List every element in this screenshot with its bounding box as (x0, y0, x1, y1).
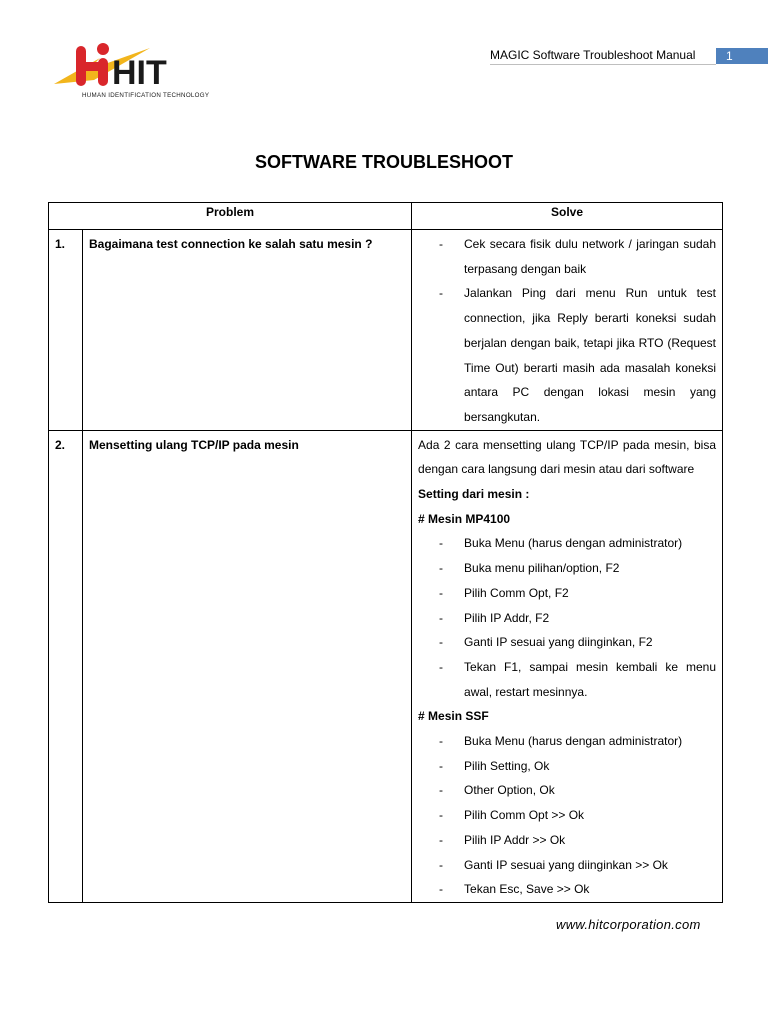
bullet-text: Buka Menu (harus dengan administrator) (464, 734, 683, 749)
list-item: - Pilih Comm Opt >> Ok (418, 803, 716, 828)
bullet-text: Ganti IP sesuai yang diinginkan, F2 (464, 635, 653, 650)
row-number: 2. (49, 430, 83, 902)
row-number: 1. (49, 230, 83, 431)
solve-cell (412, 430, 723, 902)
bullet-text: Pilih IP Addr, F2 (464, 610, 550, 625)
list-item: - Pilih Comm Opt, F2 (418, 581, 716, 606)
table-row (49, 430, 723, 902)
list-item: - Other Option, Ok (418, 778, 716, 803)
hit-logo (54, 40, 214, 102)
list-item: - Pilih IP Addr, F2 (418, 606, 716, 631)
bullet-text: Pilih Comm Opt, F2 (464, 585, 569, 600)
bullet-text: Jalankan Ping dari menu Run untuk test connection, jika Reply berarti koneksi sudah berjalan dengan baik, tetapi jika RTO (Request Time Out) berarti masih ada masalah koneksi antara PC dengan lokasi mesin yang bersangkutan. (464, 286, 717, 424)
list-item: - Buka Menu (harus dengan administrator) (418, 531, 716, 556)
bullet-text: Other Option, Ok (464, 783, 555, 798)
list-item: - Buka Menu (harus dengan administrator) (418, 729, 716, 754)
document-title: SOFTWARE TROUBLESHOOT (255, 152, 513, 172)
header-solve: Solve (412, 203, 723, 230)
bullet-text: Tekan Esc, Save >> Ok (464, 882, 590, 897)
list-item: - Ganti IP sesuai yang diinginkan >> Ok (418, 853, 716, 878)
header-rule (490, 64, 716, 65)
bullet-text: Tekan F1, sampai mesin kembali ke menu awal, restart mesinnya. (464, 659, 717, 699)
solve-intro: Ada 2 cara mensetting ulang TCP/IP pada mesin, bisa dengan cara langsung dari mesin atau dari software (418, 437, 717, 477)
list-item: - Pilih Setting, Ok (418, 754, 716, 779)
logo-text: HIT (112, 54, 167, 92)
table-header-row (49, 203, 723, 230)
list-item: - Tekan F1, sampai mesin kembali ke menu awal, restart mesinnya. (418, 655, 716, 704)
header-problem: Problem (49, 203, 412, 230)
solve-cell (412, 230, 723, 431)
problem-text: Bagaimana test connection ke salah satu mesin ? (83, 230, 412, 431)
footer-website[interactable]: www.hitcorporation.com (556, 917, 701, 932)
section-heading: Setting dari mesin : (418, 487, 530, 502)
group-heading: # Mesin MP4100 (418, 511, 511, 526)
list-item: - Cek secara fisik dulu network / jaringan sudah terpasang dengan baik (418, 232, 716, 281)
list-item: - Ganti IP sesuai yang diinginkan, F2 (418, 630, 716, 655)
bullet-text: Ganti IP sesuai yang diinginkan >> Ok (464, 857, 668, 872)
bullet-text: Pilih Comm Opt >> Ok (464, 808, 585, 823)
page-number-badge: 1 (716, 48, 768, 64)
table-row (49, 230, 723, 431)
logo-tagline: HUMAN IDENTIFICATION TECHNOLOGY (82, 92, 210, 99)
bullet-text: Cek secara fisik dulu network / jaringan sudah terpasang dengan baik (464, 237, 717, 276)
bullet-text: Pilih IP Addr >> Ok (464, 832, 566, 847)
troubleshoot-table (48, 202, 723, 903)
list-item: - Tekan Esc, Save >> Ok (418, 877, 716, 902)
bullet-text: Buka Menu (harus dengan administrator) (464, 536, 683, 551)
problem-text: Mensetting ulang TCP/IP pada mesin (83, 430, 412, 902)
list-item: - Pilih IP Addr >> Ok (418, 828, 716, 853)
bullet-text: Pilih Setting, Ok (464, 758, 550, 773)
list-item: - Jalankan Ping dari menu Run untuk test connection, jika Reply berarti koneksi sudah berjalan dengan baik, tetapi jika RTO (Request Time Out) berarti masih ada masalah koneksi antara PC dengan lokasi mesin yang bersangkutan. (418, 281, 716, 429)
list-item: - Buka menu pilihan/option, F2 (418, 556, 716, 581)
bullet-text: Buka menu pilihan/option, F2 (464, 561, 620, 576)
manual-title: MAGIC Software Troubleshoot Manual (490, 48, 696, 62)
group-heading: # Mesin SSF (418, 709, 489, 724)
